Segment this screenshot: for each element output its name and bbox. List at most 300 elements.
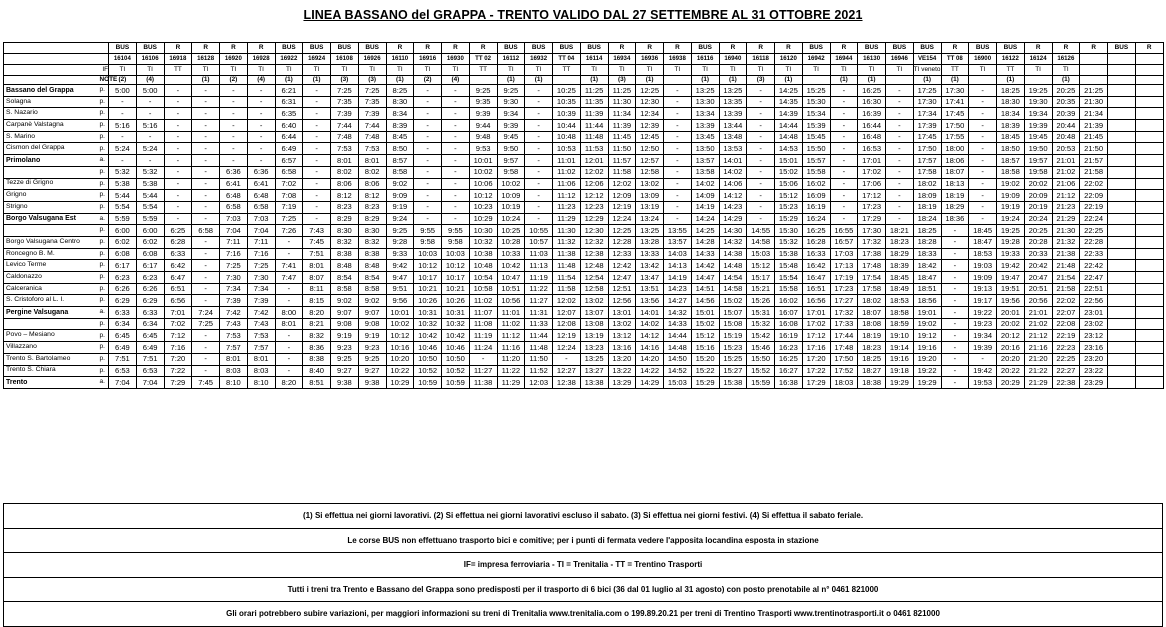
time-cell: 22:25 — [1080, 225, 1108, 237]
time-cell: 6:33 — [109, 307, 137, 319]
time-cell: - — [442, 96, 470, 108]
time-cell: 12:25 — [608, 225, 636, 237]
time-cell: 9:55 — [414, 225, 442, 237]
time-cell: - — [164, 190, 192, 202]
service-type-cell: BUS — [136, 43, 164, 54]
time-cell: 14:44 — [664, 330, 692, 342]
timetable-title: LINEA BASSANO del GRAPPA - TRENTO VALIDO DAL 27 SETTEMBRE AL 31 OTTOBRE 2021 — [303, 8, 863, 22]
time-cell: 7:26 — [275, 225, 303, 237]
stop-name — [4, 225, 99, 237]
time-cell: - — [164, 120, 192, 132]
time-cell — [1135, 201, 1163, 213]
time-cell: 22:02 — [1080, 178, 1108, 190]
time-cell: 7:25 — [220, 260, 248, 272]
time-cell: 11:39 — [608, 120, 636, 132]
time-cell: 8:03 — [220, 365, 248, 377]
time-cell — [1108, 85, 1136, 97]
time-cell: 20:28 — [1024, 236, 1052, 248]
time-cell: 5:44 — [109, 190, 137, 202]
time-cell: 18:49 — [886, 283, 914, 295]
time-cell: 17:39 — [913, 120, 941, 132]
time-cell: - — [525, 166, 553, 178]
time-cell: 19:18 — [886, 365, 914, 377]
time-cell: - — [192, 166, 220, 178]
service-type-cell: BUS — [969, 43, 997, 54]
time-cell: 11:48 — [580, 131, 608, 143]
time-cell: 10:12 — [442, 260, 470, 272]
time-cell: 12:12 — [580, 190, 608, 202]
time-cell: 18:39 — [997, 120, 1025, 132]
time-cell: 10:54 — [469, 272, 497, 284]
time-cell: 7:47 — [275, 272, 303, 284]
time-cell: 15:54 — [775, 272, 803, 284]
stop-row — [4, 108, 1164, 120]
train-number-cell — [1080, 54, 1108, 65]
time-cell: 16:02 — [802, 178, 830, 190]
time-cell: 14:03 — [664, 248, 692, 260]
time-cell: - — [136, 108, 164, 120]
time-cell: 7:39 — [220, 295, 248, 307]
time-cell: 6:35 — [275, 108, 303, 120]
time-cell: 19:42 — [997, 260, 1025, 272]
time-cell: - — [941, 365, 969, 377]
time-cell: 17:29 — [858, 213, 886, 225]
time-cell: 13:25 — [719, 85, 747, 97]
time-cell: 8:20 — [275, 377, 303, 389]
time-cell: 10:46 — [442, 342, 470, 354]
time-cell: - — [664, 131, 692, 143]
time-cell: 14:55 — [747, 225, 775, 237]
time-cell: 7:02 — [164, 318, 192, 330]
train-number-cell — [1108, 54, 1136, 65]
time-cell: 19:09 — [997, 190, 1025, 202]
time-cell: 11:53 — [580, 143, 608, 155]
time-cell: 11:39 — [580, 108, 608, 120]
time-cell: 15:32 — [775, 236, 803, 248]
time-cell: 16:24 — [802, 213, 830, 225]
time-cell: 8:01 — [220, 353, 248, 365]
service-type-cell: BUS — [109, 43, 137, 54]
time-cell: 18:23 — [858, 342, 886, 354]
time-cell: 15:38 — [719, 377, 747, 389]
time-cell: 20:09 — [1024, 190, 1052, 202]
time-cell: 15:29 — [775, 213, 803, 225]
time-cell: - — [164, 143, 192, 155]
operator-cell: TI — [886, 65, 914, 76]
time-cell: 9:53 — [469, 143, 497, 155]
time-cell: 5:16 — [109, 120, 137, 132]
time-cell: 7:25 — [275, 213, 303, 225]
stop-name: Povo – Mesiano — [4, 330, 99, 342]
time-cell: 7:01 — [164, 307, 192, 319]
service-type-cell: BUS — [858, 43, 886, 54]
time-cell — [1135, 178, 1163, 190]
stop-row — [4, 225, 1164, 237]
time-cell: 8:01 — [331, 155, 359, 167]
time-cell: 11:45 — [608, 131, 636, 143]
time-cell: 19:53 — [969, 377, 997, 389]
time-cell — [1108, 155, 1136, 167]
note-cell: (4) — [247, 76, 275, 85]
time-cell: 7:25 — [358, 85, 386, 97]
time-cell: 9:19 — [386, 201, 414, 213]
time-cell: 14:20 — [636, 353, 664, 365]
time-cell: 15:57 — [802, 155, 830, 167]
time-cell: 16:25 — [858, 85, 886, 97]
operator-cell: TI — [192, 65, 220, 76]
time-cell: 11:27 — [525, 295, 553, 307]
time-cell: 18:50 — [997, 143, 1025, 155]
time-cell: 18:45 — [997, 131, 1025, 143]
header-sublabel: NOTE — [99, 75, 118, 83]
time-cell: 6:41 — [247, 178, 275, 190]
time-cell: 11:25 — [608, 85, 636, 97]
time-cell: 15:32 — [747, 318, 775, 330]
time-cell: 17:29 — [802, 377, 830, 389]
time-cell: 10:19 — [497, 201, 525, 213]
time-cell — [1135, 120, 1163, 132]
time-cell — [1135, 108, 1163, 120]
time-cell: 10:30 — [469, 225, 497, 237]
time-cell: 15:25 — [719, 353, 747, 365]
time-cell: 14:39 — [775, 108, 803, 120]
time-cell: - — [247, 85, 275, 97]
time-cell: 14:58 — [747, 236, 775, 248]
operator-cell: TI — [386, 65, 414, 76]
time-cell: - — [969, 213, 997, 225]
operator-cell — [1080, 65, 1108, 76]
time-cell: 14:35 — [775, 96, 803, 108]
stop-name: Solagna — [4, 96, 99, 108]
time-cell: - — [442, 155, 470, 167]
time-cell: 6:49 — [109, 342, 137, 354]
time-cell: 7:42 — [247, 307, 275, 319]
arrival-departure-flag: p. — [99, 342, 109, 354]
time-cell: 18:39 — [886, 260, 914, 272]
time-cell: 7:02 — [275, 178, 303, 190]
stop-row — [4, 342, 1164, 354]
time-cell: 23:22 — [1080, 365, 1108, 377]
time-cell: - — [830, 108, 858, 120]
time-cell: 10:17 — [442, 272, 470, 284]
service-type-cell: R — [941, 43, 969, 54]
time-cell: 8:01 — [303, 260, 331, 272]
operator-cell: TI — [719, 65, 747, 76]
time-cell: 17:20 — [802, 353, 830, 365]
time-cell: 6:23 — [109, 272, 137, 284]
time-cell: 8:30 — [331, 225, 359, 237]
time-cell: 18:57 — [997, 155, 1025, 167]
time-cell: 12:03 — [525, 377, 553, 389]
time-cell: - — [969, 166, 997, 178]
arrival-departure-flag: p. — [99, 236, 109, 248]
time-cell: 9:25 — [497, 85, 525, 97]
time-cell: 18:59 — [886, 318, 914, 330]
time-cell: 5:59 — [109, 213, 137, 225]
time-cell: 20:56 — [1024, 295, 1052, 307]
time-cell: 14:12 — [719, 190, 747, 202]
train-number-cell: 16106 — [136, 54, 164, 65]
operator-cell: TI — [636, 65, 664, 76]
time-cell: 7:04 — [220, 225, 248, 237]
time-cell: 12:58 — [636, 166, 664, 178]
time-cell: 10:52 — [414, 365, 442, 377]
time-cell: - — [747, 155, 775, 167]
time-cell: 7:53 — [247, 330, 275, 342]
service-type-cell: BUS — [691, 43, 719, 54]
time-cell: 17:45 — [913, 131, 941, 143]
time-cell: 19:25 — [997, 225, 1025, 237]
time-cell: 10:01 — [469, 155, 497, 167]
time-cell: 6:21 — [275, 85, 303, 97]
time-cell: 8:07 — [303, 272, 331, 284]
time-cell: 6:49 — [136, 342, 164, 354]
time-cell: 15:19 — [719, 330, 747, 342]
time-cell: 17:48 — [830, 342, 858, 354]
train-number-cell: 16130 — [858, 54, 886, 65]
time-cell — [1135, 365, 1163, 377]
time-cell: - — [275, 353, 303, 365]
arrival-departure-flag: p. — [99, 131, 109, 143]
time-cell — [1135, 353, 1163, 365]
time-cell: 8:01 — [247, 353, 275, 365]
operator-cell — [1108, 65, 1136, 76]
time-cell: - — [192, 178, 220, 190]
service-type-cell: BUS — [802, 43, 830, 54]
time-cell: - — [303, 131, 331, 143]
time-cell: 7:19 — [275, 201, 303, 213]
time-cell: 22:33 — [1080, 248, 1108, 260]
time-cell: - — [414, 96, 442, 108]
time-cell: 18:08 — [858, 318, 886, 330]
service-type-cell: R — [664, 43, 692, 54]
operator-cell: TI — [358, 65, 386, 76]
time-cell: 12:24 — [553, 342, 581, 354]
time-cell: 9:35 — [469, 96, 497, 108]
time-cell: 6:00 — [136, 225, 164, 237]
time-cell: - — [136, 155, 164, 167]
time-cell: 8:54 — [331, 272, 359, 284]
time-cell: 13:25 — [580, 353, 608, 365]
time-cell: - — [192, 108, 220, 120]
time-cell: 18:56 — [913, 295, 941, 307]
time-cell: - — [747, 213, 775, 225]
time-cell: - — [664, 143, 692, 155]
time-cell: 15:01 — [775, 155, 803, 167]
time-cell: - — [109, 108, 137, 120]
time-cell: 11:35 — [580, 96, 608, 108]
time-cell: 13:30 — [691, 96, 719, 108]
time-cell: 14:48 — [719, 260, 747, 272]
arrival-departure-flag: p. — [99, 201, 109, 213]
time-cell: 6:25 — [164, 225, 192, 237]
time-cell: 15:27 — [719, 365, 747, 377]
time-cell: 14:32 — [719, 236, 747, 248]
time-cell — [1135, 155, 1163, 167]
time-cell: - — [414, 85, 442, 97]
time-cell: 18:19 — [858, 330, 886, 342]
time-cell: 9:38 — [331, 377, 359, 389]
time-cell: - — [164, 108, 192, 120]
train-number-cell: 16920 — [220, 54, 248, 65]
time-cell: 18:13 — [941, 178, 969, 190]
time-cell: 15:30 — [802, 96, 830, 108]
time-cell: 14:47 — [691, 272, 719, 284]
time-cell: 21:50 — [1080, 143, 1108, 155]
time-cell: 15:31 — [747, 307, 775, 319]
time-cell: - — [414, 143, 442, 155]
operator-cell: TI — [664, 65, 692, 76]
time-cell: - — [525, 213, 553, 225]
time-cell: 17:13 — [830, 260, 858, 272]
time-cell: - — [830, 166, 858, 178]
service-type-cell: R — [1080, 43, 1108, 54]
time-cell: 18:53 — [886, 295, 914, 307]
time-cell: 18:45 — [969, 225, 997, 237]
time-cell: - — [414, 201, 442, 213]
time-cell: 6:44 — [275, 131, 303, 143]
time-cell: - — [747, 96, 775, 108]
time-cell: 10:57 — [525, 236, 553, 248]
time-cell: 10:02 — [497, 178, 525, 190]
time-cell — [1108, 353, 1136, 365]
train-number-cell: 16900 — [969, 54, 997, 65]
time-cell: 22:07 — [1052, 307, 1080, 319]
train-number-cell: 16940 — [719, 54, 747, 65]
time-cell: 9:19 — [358, 330, 386, 342]
time-cell: - — [747, 143, 775, 155]
time-cell: 17:58 — [913, 166, 941, 178]
time-cell: - — [969, 131, 997, 143]
time-cell: 10:21 — [414, 283, 442, 295]
time-cell: 8:01 — [358, 155, 386, 167]
time-cell: 14:38 — [719, 248, 747, 260]
time-cell: 8:58 — [358, 283, 386, 295]
time-cell: 11:38 — [469, 377, 497, 389]
time-cell: 20:01 — [997, 307, 1025, 319]
time-cell: - — [164, 166, 192, 178]
stop-row — [4, 131, 1164, 143]
time-cell: 11:19 — [525, 272, 553, 284]
time-cell: 20:24 — [1024, 213, 1052, 225]
time-cell: 15:03 — [747, 248, 775, 260]
stop-row — [4, 96, 1164, 108]
time-cell: 5:00 — [109, 85, 137, 97]
time-cell: 7:39 — [247, 295, 275, 307]
time-cell: 6:36 — [220, 166, 248, 178]
time-cell: 10:39 — [553, 108, 581, 120]
train-number-cell: 16942 — [802, 54, 830, 65]
stop-row — [4, 330, 1164, 342]
time-cell: 5:54 — [136, 201, 164, 213]
time-cell: 14:01 — [719, 155, 747, 167]
service-type-cell: R — [414, 43, 442, 54]
time-cell: 18:47 — [969, 236, 997, 248]
time-cell: 15:08 — [719, 318, 747, 330]
time-cell: 11:33 — [525, 318, 553, 330]
time-cell: - — [442, 108, 470, 120]
time-cell: 15:58 — [802, 166, 830, 178]
time-cell: 5:54 — [109, 201, 137, 213]
time-cell: - — [969, 353, 997, 365]
time-cell: 9:07 — [331, 307, 359, 319]
time-cell: 13:35 — [719, 96, 747, 108]
train-number-cell: 16118 — [747, 54, 775, 65]
time-cell: 8:00 — [275, 307, 303, 319]
time-cell: - — [525, 190, 553, 202]
arrival-departure-flag: p. — [99, 272, 109, 284]
time-cell: 5:38 — [136, 178, 164, 190]
arrival-departure-flag: p. — [99, 96, 109, 108]
time-cell: 14:33 — [664, 318, 692, 330]
note-cell: (2) — [109, 76, 137, 85]
time-cell: 22:23 — [1052, 342, 1080, 354]
time-cell: - — [886, 143, 914, 155]
time-cell: 8:58 — [331, 283, 359, 295]
time-cell: 9:57 — [497, 155, 525, 167]
time-cell: - — [969, 190, 997, 202]
time-cell: 17:48 — [858, 260, 886, 272]
time-cell: 20:35 — [1052, 96, 1080, 108]
operator-cell: TI — [414, 65, 442, 76]
time-cell: 9:07 — [358, 307, 386, 319]
time-cell: 8:48 — [331, 260, 359, 272]
time-cell: 13:01 — [608, 307, 636, 319]
time-cell: 7:44 — [331, 120, 359, 132]
arrival-departure-flag: p. — [99, 260, 109, 272]
time-cell: 18:51 — [913, 283, 941, 295]
time-cell: 19:22 — [913, 365, 941, 377]
time-cell: 22:25 — [1052, 353, 1080, 365]
time-cell: - — [220, 155, 248, 167]
time-cell: - — [414, 120, 442, 132]
stop-name: Villazzano — [4, 342, 99, 354]
time-cell: 12:19 — [608, 201, 636, 213]
stop-row — [4, 85, 1164, 97]
time-cell: 12:48 — [580, 260, 608, 272]
time-cell: - — [220, 85, 248, 97]
time-cell: 16:48 — [858, 131, 886, 143]
time-cell: - — [192, 96, 220, 108]
note-cell: (3) — [358, 76, 386, 85]
time-cell: 19:20 — [913, 353, 941, 365]
train-number-row — [4, 54, 1164, 65]
time-cell: 16:55 — [830, 225, 858, 237]
time-cell — [1108, 272, 1136, 284]
time-cell: - — [164, 85, 192, 97]
arrival-departure-flag: p. — [99, 318, 109, 330]
operator-cell: TI — [830, 65, 858, 76]
time-cell: 14:23 — [719, 201, 747, 213]
time-cell: 18:19 — [913, 201, 941, 213]
time-cell: 20:16 — [997, 342, 1025, 354]
time-cell: 10:59 — [414, 377, 442, 389]
time-cell: 20:39 — [1052, 108, 1080, 120]
operator-cell: TI — [331, 65, 359, 76]
operator-cell: TI — [1052, 65, 1080, 76]
time-cell: 15:50 — [747, 353, 775, 365]
time-cell: 12:08 — [553, 318, 581, 330]
time-cell: - — [886, 190, 914, 202]
time-cell: 8:02 — [358, 166, 386, 178]
time-cell — [1108, 295, 1136, 307]
time-cell: 14:54 — [719, 272, 747, 284]
time-cell: 18:28 — [913, 236, 941, 248]
time-cell: 8:12 — [358, 190, 386, 202]
time-cell: 19:29 — [913, 377, 941, 389]
time-cell: 19:02 — [913, 318, 941, 330]
time-cell: 11:02 — [497, 318, 525, 330]
